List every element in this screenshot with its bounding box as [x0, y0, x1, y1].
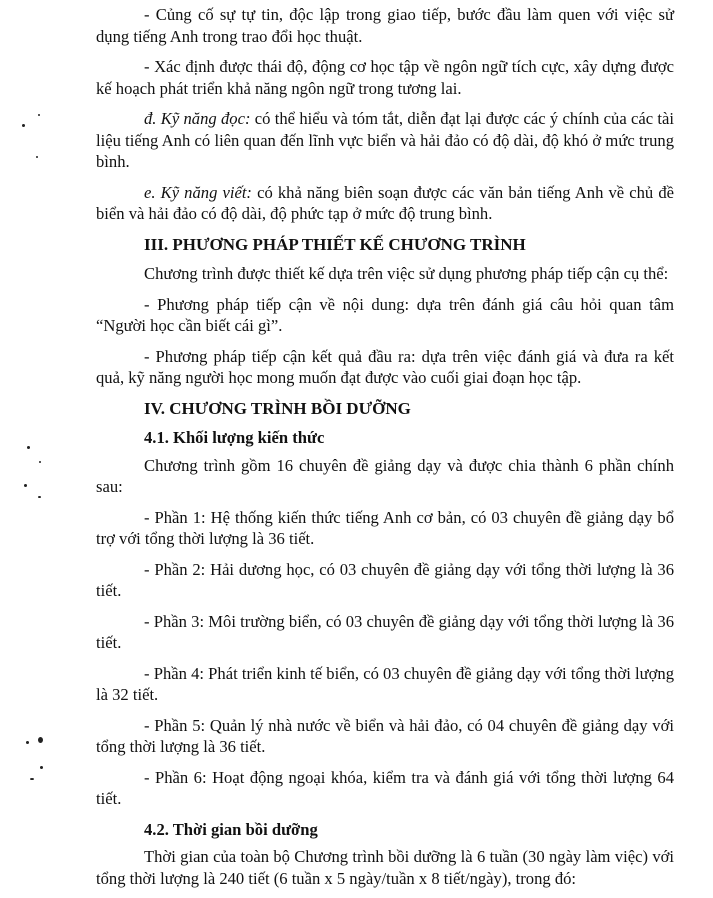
subsection-heading: 4.2. Thời gian bồi dưỡng: [144, 819, 318, 839]
scan-speck: [24, 484, 27, 487]
scan-speck: [30, 778, 34, 780]
paragraph: - Phương pháp tiếp cận kết quả đầu ra: dựa trên việc đánh giá và đưa ra kết quả, kỹ năng người học mong muốn đạt được vào cuối giai đoạn học tập.: [96, 346, 674, 387]
scan-speck: [27, 446, 30, 449]
document-page: [96, 4, 674, 898]
section-heading: III. PHƯƠNG PHÁP THIẾT KẾ CHƯƠNG TRÌNH: [144, 234, 526, 254]
list-item: - Phần 1: Hệ thống kiến thức tiếng Anh cơ bản, có 03 chuyên đề giảng dạy bổ trợ với tổng thời lượng là 36 tiết.: [96, 507, 674, 548]
paragraph: Chương trình được thiết kế dựa trên việc sử dụng phương pháp tiếp cận cụ thể:: [144, 264, 669, 283]
scan-speck: [38, 496, 41, 498]
scan-speck: [38, 737, 43, 743]
list-item: - Phần 2: Hải dương học, có 03 chuyên đề giảng dạy với tổng thời lượng là 36 tiết.: [96, 559, 674, 600]
paragraph: - Phương pháp tiếp cận về nội dung: dựa trên đánh giá câu hỏi quan tâm “Người học cần biết cái gì”.: [96, 294, 674, 335]
list-item: - Phần 5: Quản lý nhà nước về biển và hải đảo, có 04 chuyên đề giảng dạy với tổng thời lượng là 36 tiết.: [96, 715, 674, 756]
list-item: - Phần 4: Phát triển kinh tế biển, có 03 chuyên đề giảng dạy với tổng thời lượng là 32 tiết.: [96, 663, 674, 704]
reading-skill-label: đ. Kỹ năng đọc:: [144, 109, 251, 128]
list-item: - Phần 6: Hoạt động ngoại khóa, kiểm tra và đánh giá với tổng thời lượng 64 tiết.: [96, 767, 674, 808]
paragraph: - Xác định được thái độ, động cơ học tập về ngôn ngữ tích cực, xây dựng được kế hoạch phát triển khả năng ngôn ngữ trong tương lai.: [96, 57, 674, 98]
paragraph: Thời gian của toàn bộ Chương trình bồi dưỡng là 6 tuần (30 ngày làm việc) với tổng thời lượng là 240 tiết (6 tuần x 5 ngày/tuần x 8 tiết/ngày), trong đó:: [96, 847, 674, 888]
paragraph: e. Kỹ năng viết: có khả năng biên soạn được các văn bản tiếng Anh về chủ đề biển và hải đảo có độ dài, độ phức tạp ở mức độ trung bình.: [96, 182, 674, 223]
scan-speck: [39, 461, 41, 463]
scan-speck: [38, 114, 40, 116]
subsection-heading: 4.1. Khối lượng kiến thức: [144, 428, 325, 447]
scan-speck: [22, 124, 25, 127]
section-heading: IV. CHƯƠNG TRÌNH BỒI DƯỠNG: [144, 398, 411, 418]
scan-speck: [36, 156, 38, 158]
paragraph: đ. Kỹ năng đọc: có thể hiểu và tóm tắt, diễn đạt lại được các ý chính của các tài liệu tiếng Anh có liên quan đến lĩnh vực biển và hải đảo có độ dài, độ khó ở mức trung bình.: [96, 109, 674, 171]
paragraph: Chương trình gồm 16 chuyên đề giảng dạy và được chia thành 6 phần chính sau:: [96, 455, 674, 496]
paragraph: - Củng cố sự tự tin, độc lập trong giao tiếp, bước đầu làm quen với việc sử dụng tiếng Anh trong trao đổi học thuật.: [96, 5, 674, 46]
scan-speck: [26, 741, 29, 744]
writing-skill-label: e. Kỹ năng viết:: [144, 182, 252, 202]
list-item: - Phần 3: Môi trường biển, có 03 chuyên đề giảng dạy với tổng thời lượng là 36 tiết.: [96, 611, 674, 652]
scan-speck: [40, 766, 43, 769]
